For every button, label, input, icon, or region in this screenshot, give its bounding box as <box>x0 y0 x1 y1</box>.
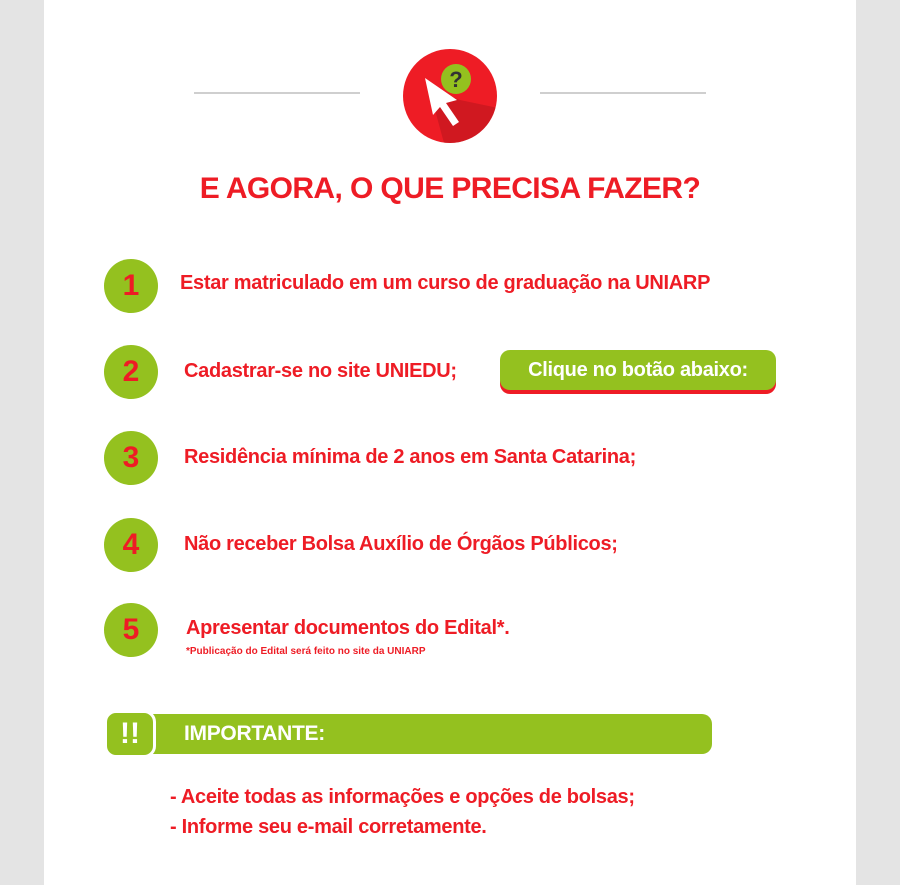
step-4-number: 4 <box>104 518 158 572</box>
important-label: IMPORTANTE: <box>184 722 325 745</box>
step-3-text: Residência mínima de 2 anos em Santa Catarina; <box>184 446 636 468</box>
click-below-button[interactable]: Clique no botão abaixo: <box>500 350 776 390</box>
right-divider <box>540 92 706 94</box>
step-1-number: 1 <box>104 259 158 313</box>
cursor-question-icon <box>402 48 498 144</box>
exclamation-icon: !! <box>104 710 156 758</box>
step-2-text: Cadastrar-se no site UNIEDU; <box>184 360 457 382</box>
step-4-text: Não receber Bolsa Auxílio de Órgãos Públicos; <box>184 533 618 555</box>
step-2-number: 2 <box>104 345 158 399</box>
step-5-text: Apresentar documentos do Edital*. <box>186 617 510 639</box>
step-5-number: 5 <box>104 603 158 657</box>
content-card <box>44 0 856 885</box>
important-line-1: - Aceite todas as informações e opções de bolsas; <box>170 786 635 808</box>
step-5-note: *Publicação do Edital será feito no site da UNIARP <box>186 646 426 657</box>
svg-text:?: ? <box>449 67 463 92</box>
important-line-2: - Informe seu e-mail corretamente. <box>170 816 487 838</box>
left-divider <box>194 92 360 94</box>
step-3-number: 3 <box>104 431 158 485</box>
step-1-text: Estar matriculado em um curso de graduação na UNIARP <box>180 272 711 294</box>
page-title: E AGORA, O QUE PRECISA FAZER? <box>199 172 701 205</box>
